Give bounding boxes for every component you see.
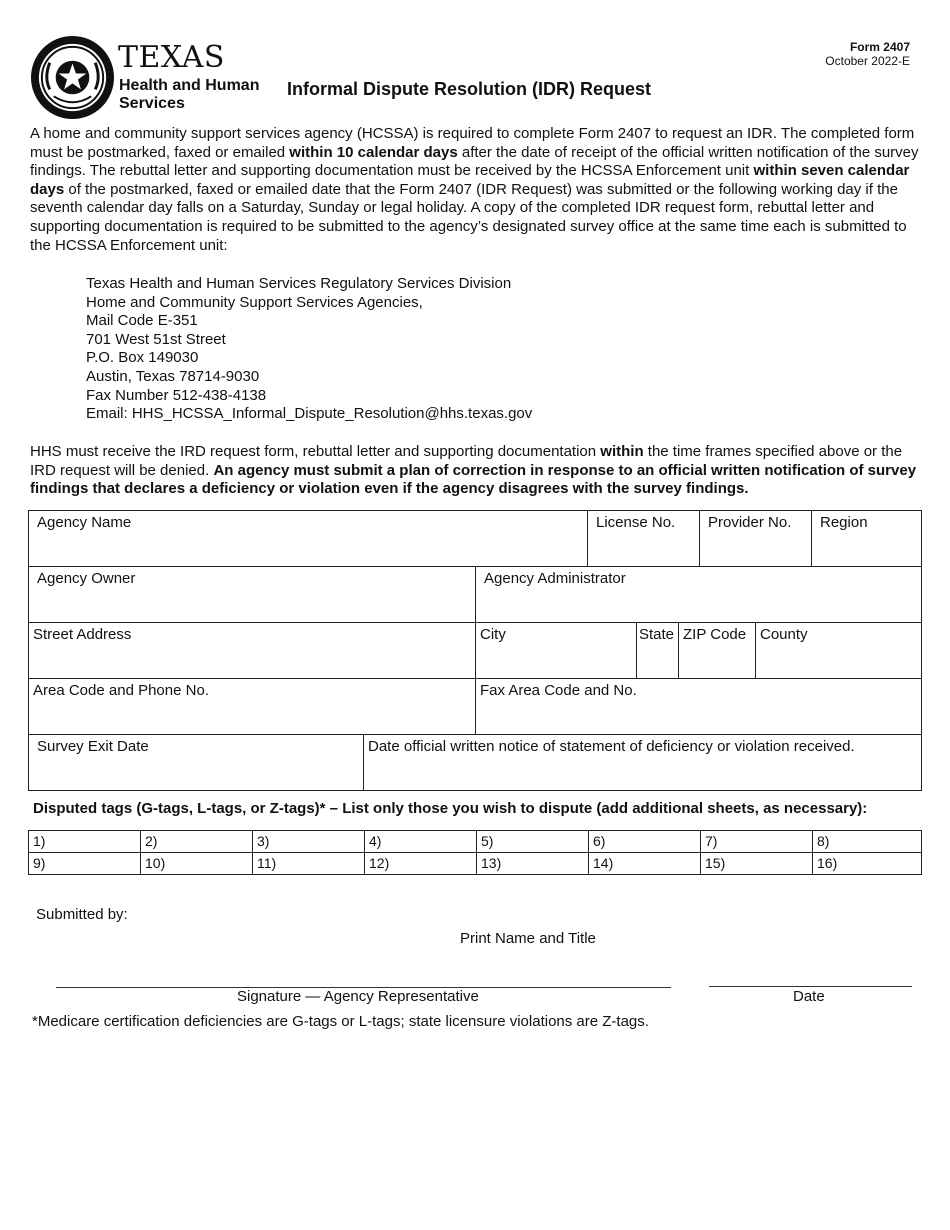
tag-cell[interactable]: 4) — [364, 830, 477, 853]
tag-cell[interactable]: 11) — [252, 852, 365, 875]
print-name-input[interactable] — [230, 902, 680, 924]
region-field[interactable] — [811, 510, 922, 567]
phone-field[interactable] — [28, 678, 476, 735]
notice-text-1: HHS must receive the IRD request form, rebuttal letter and supporting documentation — [30, 443, 601, 460]
address-line: Austin, Texas 78714-9030 — [86, 367, 260, 385]
intro-paragraph — [30, 125, 922, 255]
tag-cell[interactable]: 5) — [476, 830, 589, 853]
mailing-address — [86, 275, 532, 424]
intro-text-3: of the postmarked, faxed or emailed date that the Form 2407 (IDR Request) was submitted or the following working day if the seventh calendar day falls on a Saturday, Sunday or legal holiday. A copy of the completed IDR request form, rebuttal letter and supporting documentation is required to be submitted to the agency’s designated survey office at the same time each is submitted to the HCSSA Enforcement unit: — [30, 180, 907, 254]
date-line — [709, 986, 912, 987]
agency-name-field[interactable] — [28, 510, 588, 567]
fax-field[interactable] — [475, 678, 922, 735]
tag-cell[interactable]: 2) — [140, 830, 253, 853]
form-number: Form 2407 — [849, 40, 910, 54]
signature-label: Signature — Agency Representative — [237, 988, 479, 1005]
hhs-logo — [30, 35, 265, 120]
notice-bold-1: within — [600, 443, 644, 460]
tag-cell[interactable]: 3) — [252, 830, 365, 853]
agency-owner-label: Agency Owner — [37, 570, 136, 587]
address-line: Texas Health and Human Services Regulatory Services Division — [86, 275, 512, 292]
zip-label: ZIP Code — [683, 626, 747, 643]
address-line: Home and Community Support Services Agencies, — [86, 293, 423, 311]
city-label: City — [480, 626, 506, 643]
intro-text-2: after the date of receipt of the official written notification of the survey findings. The rebuttal letter and supporting documentation must be received by the HCSSA Enforcement unit — [30, 143, 919, 180]
logo-line-2: Services — [119, 95, 185, 112]
provider-no-field[interactable] — [699, 510, 812, 567]
agency-name-label: Agency Name — [37, 514, 132, 531]
form-date: October 2022-E — [825, 54, 910, 68]
survey-exit-date-label: Survey Exit Date — [37, 738, 149, 755]
tag-cell[interactable]: 9) — [28, 852, 141, 875]
logo-texas-text: TEXAS — [118, 40, 225, 75]
tag-cell[interactable]: 6) — [588, 830, 701, 853]
fax-label: Fax Area Code and No. — [480, 682, 637, 699]
tag-cell[interactable]: 7) — [700, 830, 813, 853]
texas-seal-icon — [30, 35, 115, 120]
signature-input[interactable] — [56, 955, 671, 987]
city-field[interactable] — [475, 622, 637, 679]
survey-exit-date-field[interactable] — [28, 734, 364, 791]
form-identifier — [825, 40, 910, 68]
address-line: 701 West 51st Street — [86, 330, 226, 348]
tag-cell[interactable]: 12) — [364, 852, 477, 875]
tag-cell[interactable]: 13) — [476, 852, 589, 875]
date-input[interactable] — [709, 955, 912, 987]
notice-received-date-field[interactable] — [363, 734, 922, 791]
logo-line-1: Health and Human — [119, 77, 260, 94]
agency-administrator-field[interactable] — [475, 566, 922, 623]
print-name-label: Print Name and Title — [460, 930, 596, 947]
tag-cell[interactable]: 8) — [812, 830, 922, 853]
street-address-field[interactable] — [28, 622, 476, 679]
street-address-label: Street Address — [33, 626, 132, 643]
state-label: State — [639, 626, 675, 643]
date-label: Date — [793, 988, 825, 1005]
address-line: P.O. Box 149030 — [86, 349, 199, 367]
notice-bold-2: An agency must submit a plan of correction in response to an official written notification of survey findings that declares a deficiency or violation even if the agency disagrees with the survey findings. — [30, 461, 917, 498]
tag-cell[interactable]: 10) — [140, 852, 253, 875]
provider-no-label: Provider No. — [708, 514, 792, 531]
tag-cell[interactable]: 16) — [812, 852, 922, 875]
intro-text-1: A home and community support services agency (HCSSA) is required to complete Form 2407 to request an IDR. The completed form must be postmarked, faxed or emailed — [30, 125, 915, 161]
address-email: Email: HHS_HCSSA_Informal_Dispute_Resolution@hhs.texas.gov — [86, 405, 533, 423]
county-label: County — [760, 626, 808, 643]
notice-paragraph — [30, 443, 922, 499]
submitted-by-label: Submitted by: — [36, 906, 128, 923]
form-title: Informal Dispute Resolution (IDR) Request — [287, 79, 652, 99]
region-label: Region — [820, 514, 868, 531]
notice-text-2: the time frames specified above or the IRD request will be denied. — [30, 443, 903, 479]
intro-bold-2: within seven calendar days — [30, 162, 910, 198]
zip-field[interactable] — [678, 622, 756, 679]
county-field[interactable] — [755, 622, 922, 679]
disputed-tags-heading: Disputed tags (G-tags, L-tags, or Z-tags)* – List only those you wish to dispute (add additional sheets, as necessary): — [33, 800, 868, 817]
phone-label: Area Code and Phone No. — [33, 682, 209, 699]
license-no-field[interactable] — [587, 510, 700, 567]
tag-cell[interactable]: 14) — [588, 852, 701, 875]
address-line: Fax Number 512-438-4138 — [86, 386, 267, 404]
tag-cell[interactable]: 1) — [28, 830, 141, 853]
tag-cell[interactable]: 15) — [700, 852, 813, 875]
license-no-label: License No. — [596, 514, 676, 531]
state-field[interactable] — [636, 622, 679, 679]
footnote: *Medicare certification deficiencies are G-tags or L-tags; state licensure violations are Z-tags. — [32, 1013, 649, 1030]
agency-administrator-label: Agency Administrator — [484, 570, 626, 587]
address-line: Mail Code E-351 — [86, 312, 198, 330]
agency-owner-field[interactable] — [28, 566, 476, 623]
intro-bold-1: within 10 calendar days — [289, 143, 458, 161]
notice-received-label: Date official written notice of statement of deficiency or violation received. — [368, 738, 855, 755]
